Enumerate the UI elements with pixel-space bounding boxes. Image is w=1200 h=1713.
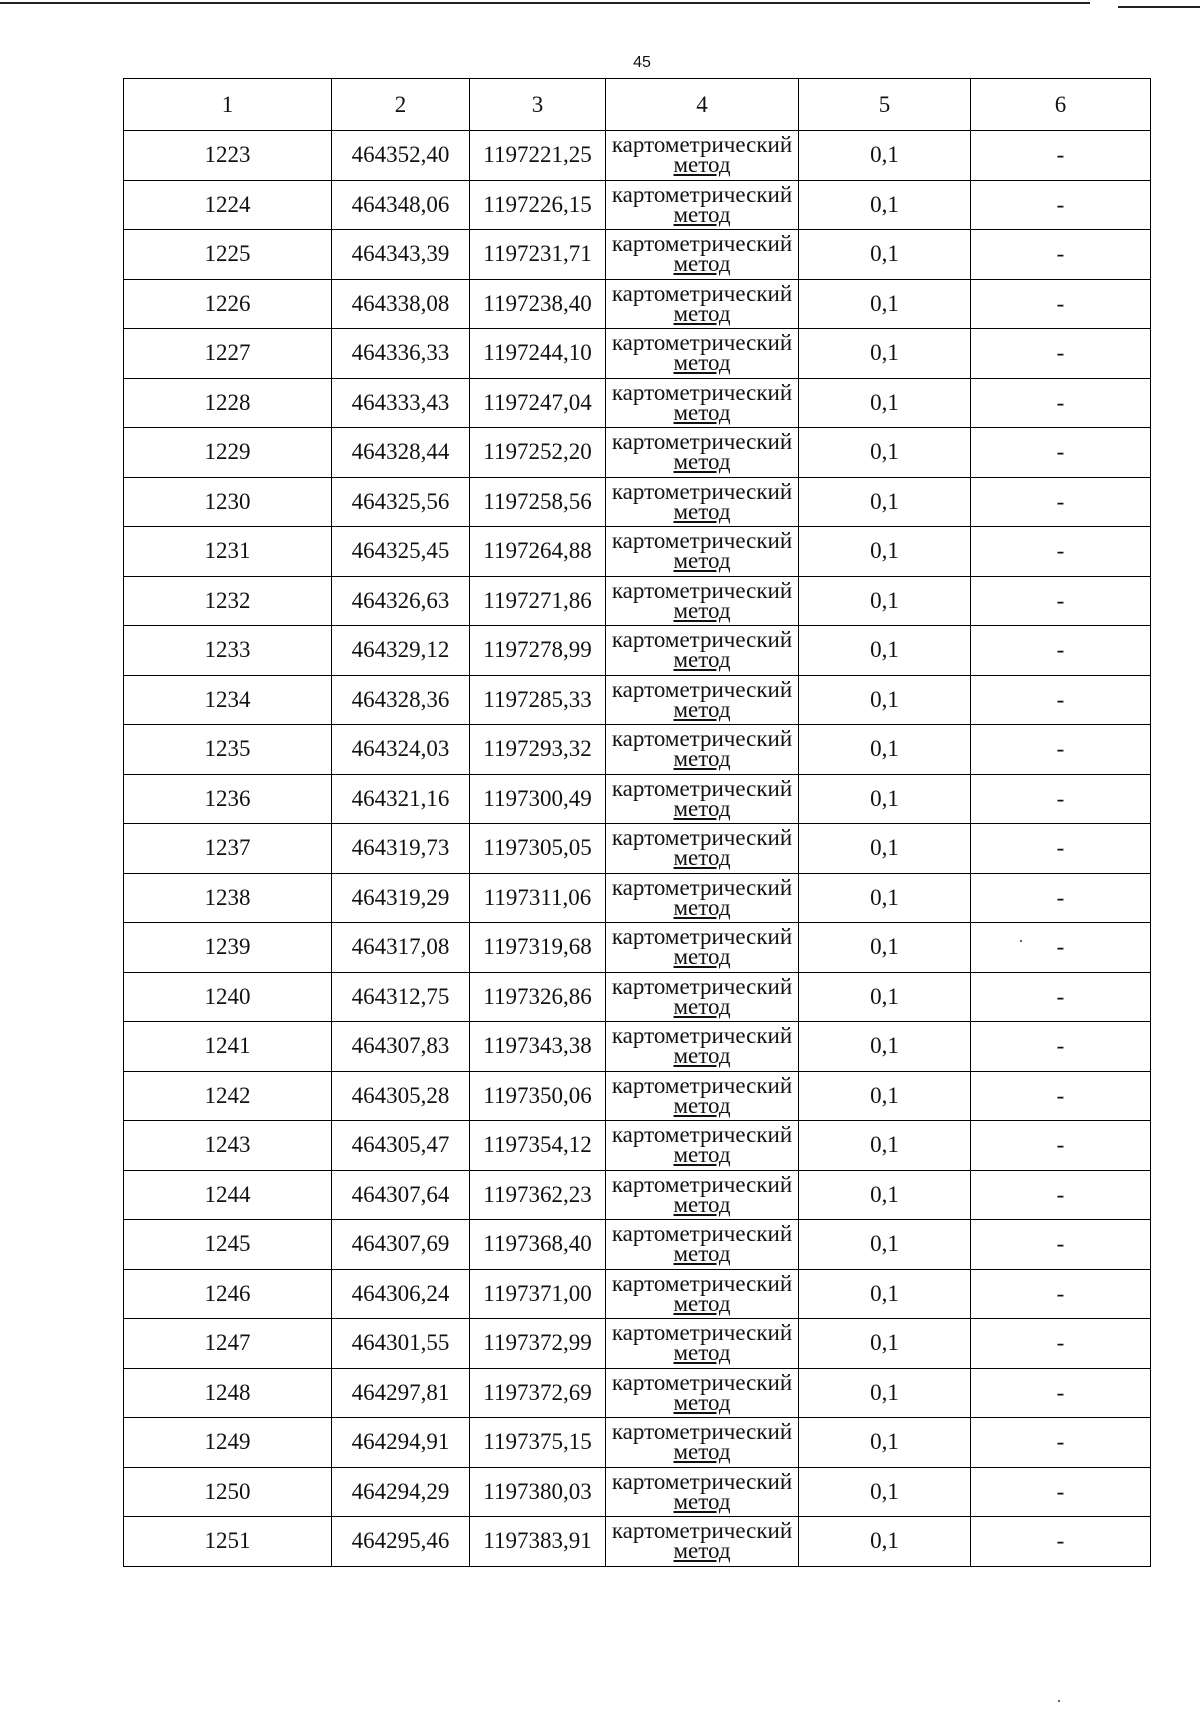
y-coordinate-cell: 1197362,23 [470, 1170, 606, 1220]
y-coordinate-cell: 1197221,25 [470, 131, 606, 181]
precision-cell: 0,1 [799, 279, 971, 329]
x-coordinate-cell: 464324,03 [332, 725, 470, 775]
note-cell: - [971, 873, 1151, 923]
scan-top-line-right [1118, 6, 1200, 8]
precision-cell: 0,1 [799, 1319, 971, 1369]
y-coordinate-cell: 1197371,00 [470, 1269, 606, 1319]
point-number-cell: 1249 [124, 1418, 332, 1468]
note-cell: - [971, 923, 1151, 973]
y-coordinate-cell: 1197247,04 [470, 378, 606, 428]
point-number-cell: 1248 [124, 1368, 332, 1418]
method-cell: картометрический метод [606, 329, 799, 379]
y-coordinate-cell: 1197372,69 [470, 1368, 606, 1418]
point-number-cell: 1236 [124, 774, 332, 824]
point-number-cell: 1240 [124, 972, 332, 1022]
y-coordinate-cell: 1197252,20 [470, 428, 606, 478]
note-cell: - [971, 774, 1151, 824]
precision-cell: 0,1 [799, 972, 971, 1022]
method-cell: картометрический метод [606, 1368, 799, 1418]
point-number-cell: 1235 [124, 725, 332, 775]
header-cell-1: 1 [124, 79, 332, 131]
header-cell-2: 2 [332, 79, 470, 131]
note-cell: - [971, 279, 1151, 329]
note-cell: - [971, 1071, 1151, 1121]
header-cell-3: 3 [470, 79, 606, 131]
method-cell: картометрический метод [606, 527, 799, 577]
precision-cell: 0,1 [799, 1170, 971, 1220]
method-cell: картометрический метод [606, 1121, 799, 1171]
x-coordinate-cell: 464301,55 [332, 1319, 470, 1369]
y-coordinate-cell: 1197326,86 [470, 972, 606, 1022]
x-coordinate-cell: 464338,08 [332, 279, 470, 329]
method-cell: картометрический метод [606, 477, 799, 527]
table-row [124, 1319, 1151, 1369]
x-coordinate-cell: 464294,91 [332, 1418, 470, 1468]
point-number-cell: 1225 [124, 230, 332, 280]
y-coordinate-cell: 1197238,40 [470, 279, 606, 329]
table-row [124, 279, 1151, 329]
y-coordinate-cell: 1197264,88 [470, 527, 606, 577]
point-number-cell: 1250 [124, 1467, 332, 1517]
precision-cell: 0,1 [799, 873, 971, 923]
table-row [124, 873, 1151, 923]
y-coordinate-cell: 1197368,40 [470, 1220, 606, 1270]
point-number-cell: 1245 [124, 1220, 332, 1270]
method-cell: картометрический метод [606, 1467, 799, 1517]
table-row [124, 626, 1151, 676]
method-cell: картометрический метод [606, 1022, 799, 1072]
x-coordinate-cell: 464328,44 [332, 428, 470, 478]
method-cell: картометрический метод [606, 1517, 799, 1567]
table-row [124, 230, 1151, 280]
precision-cell: 0,1 [799, 1418, 971, 1468]
note-cell: - [971, 824, 1151, 874]
point-number-cell: 1224 [124, 180, 332, 230]
point-number-cell: 1244 [124, 1170, 332, 1220]
method-cell: картометрический метод [606, 626, 799, 676]
precision-cell: 0,1 [799, 675, 971, 725]
x-coordinate-cell: 464329,12 [332, 626, 470, 676]
table-row [124, 131, 1151, 181]
precision-cell: 0,1 [799, 1121, 971, 1171]
point-number-cell: 1232 [124, 576, 332, 626]
y-coordinate-cell: 1197383,91 [470, 1517, 606, 1567]
precision-cell: 0,1 [799, 131, 971, 181]
table-row [124, 1220, 1151, 1270]
scan-top-line [0, 2, 1090, 4]
note-cell: - [971, 1319, 1151, 1369]
note-cell: - [971, 1368, 1151, 1418]
point-number-cell: 1230 [124, 477, 332, 527]
note-cell: - [971, 180, 1151, 230]
method-cell: картометрический метод [606, 774, 799, 824]
precision-cell: 0,1 [799, 923, 971, 973]
point-number-cell: 1251 [124, 1517, 332, 1567]
x-coordinate-cell: 464307,83 [332, 1022, 470, 1072]
precision-cell: 0,1 [799, 774, 971, 824]
note-cell: - [971, 626, 1151, 676]
point-number-cell: 1231 [124, 527, 332, 577]
header-row [124, 79, 1151, 131]
y-coordinate-cell: 1197285,33 [470, 675, 606, 725]
point-number-cell: 1227 [124, 329, 332, 379]
precision-cell: 0,1 [799, 1071, 971, 1121]
note-cell: - [971, 1418, 1151, 1468]
y-coordinate-cell: 1197231,71 [470, 230, 606, 280]
note-cell: - [971, 1269, 1151, 1319]
y-coordinate-cell: 1197300,49 [470, 774, 606, 824]
point-number-cell: 1243 [124, 1121, 332, 1171]
table-row [124, 1170, 1151, 1220]
precision-cell: 0,1 [799, 329, 971, 379]
precision-cell: 0,1 [799, 527, 971, 577]
y-coordinate-cell: 1197226,15 [470, 180, 606, 230]
note-cell: - [971, 675, 1151, 725]
x-coordinate-cell: 464348,06 [332, 180, 470, 230]
y-coordinate-cell: 1197380,03 [470, 1467, 606, 1517]
point-number-cell: 1234 [124, 675, 332, 725]
point-number-cell: 1228 [124, 378, 332, 428]
method-cell: картометрический метод [606, 131, 799, 181]
y-coordinate-cell: 1197293,32 [470, 725, 606, 775]
precision-cell: 0,1 [799, 428, 971, 478]
precision-cell: 0,1 [799, 576, 971, 626]
note-cell: - [971, 230, 1151, 280]
table-row [124, 774, 1151, 824]
method-cell: картометрический метод [606, 1269, 799, 1319]
table-row [124, 1467, 1151, 1517]
y-coordinate-cell: 1197375,15 [470, 1418, 606, 1468]
y-coordinate-cell: 1197271,86 [470, 576, 606, 626]
y-coordinate-cell: 1197258,56 [470, 477, 606, 527]
method-cell: картометрический метод [606, 1071, 799, 1121]
x-coordinate-cell: 464319,73 [332, 824, 470, 874]
x-coordinate-cell: 464306,24 [332, 1269, 470, 1319]
x-coordinate-cell: 464305,47 [332, 1121, 470, 1171]
point-number-cell: 1241 [124, 1022, 332, 1072]
note-cell: - [971, 1170, 1151, 1220]
x-coordinate-cell: 464325,45 [332, 527, 470, 577]
x-coordinate-cell: 464317,08 [332, 923, 470, 973]
table-row [124, 527, 1151, 577]
y-coordinate-cell: 1197372,99 [470, 1319, 606, 1369]
method-cell: картометрический метод [606, 180, 799, 230]
point-number-cell: 1239 [124, 923, 332, 973]
precision-cell: 0,1 [799, 626, 971, 676]
precision-cell: 0,1 [799, 1517, 971, 1567]
table-row [124, 477, 1151, 527]
table-row [124, 576, 1151, 626]
point-number-cell: 1246 [124, 1269, 332, 1319]
method-cell: картометрический метод [606, 725, 799, 775]
precision-cell: 0,1 [799, 1467, 971, 1517]
point-number-cell: 1237 [124, 824, 332, 874]
table-row [124, 1368, 1151, 1418]
method-cell: картометрический метод [606, 824, 799, 874]
table-row [124, 1517, 1151, 1567]
x-coordinate-cell: 464297,81 [332, 1368, 470, 1418]
method-cell: картометрический метод [606, 873, 799, 923]
precision-cell: 0,1 [799, 1220, 971, 1270]
table-row [124, 180, 1151, 230]
y-coordinate-cell: 1197244,10 [470, 329, 606, 379]
table-row [124, 1071, 1151, 1121]
y-coordinate-cell: 1197354,12 [470, 1121, 606, 1171]
x-coordinate-cell: 464352,40 [332, 131, 470, 181]
page-number: 45 [633, 54, 651, 71]
note-cell: - [971, 1220, 1151, 1270]
table-row [124, 428, 1151, 478]
x-coordinate-cell: 464326,63 [332, 576, 470, 626]
method-cell: картометрический метод [606, 923, 799, 973]
table-row [124, 1418, 1151, 1468]
method-cell: картометрический метод [606, 230, 799, 280]
note-cell: - [971, 477, 1151, 527]
method-cell: картометрический метод [606, 279, 799, 329]
y-coordinate-cell: 1197343,38 [470, 1022, 606, 1072]
method-cell: картометрический метод [606, 1319, 799, 1369]
x-coordinate-cell: 464319,29 [332, 873, 470, 923]
table-row [124, 1121, 1151, 1171]
method-cell: картометрический метод [606, 576, 799, 626]
note-cell: - [971, 131, 1151, 181]
x-coordinate-cell: 464325,56 [332, 477, 470, 527]
note-cell: - [971, 527, 1151, 577]
note-cell: - [971, 1467, 1151, 1517]
point-number-cell: 1223 [124, 131, 332, 181]
y-coordinate-cell: 1197319,68 [470, 923, 606, 973]
scan-speck [1058, 1700, 1060, 1702]
x-coordinate-cell: 464305,28 [332, 1071, 470, 1121]
note-cell: - [971, 378, 1151, 428]
x-coordinate-cell: 464312,75 [332, 972, 470, 1022]
precision-cell: 0,1 [799, 230, 971, 280]
point-number-cell: 1226 [124, 279, 332, 329]
precision-cell: 0,1 [799, 824, 971, 874]
coordinates-table [123, 78, 1151, 1567]
precision-cell: 0,1 [799, 477, 971, 527]
table-row [124, 1269, 1151, 1319]
x-coordinate-cell: 464336,33 [332, 329, 470, 379]
method-cell: картометрический метод [606, 1220, 799, 1270]
table-row [124, 329, 1151, 379]
point-number-cell: 1247 [124, 1319, 332, 1369]
method-cell: картометрический метод [606, 378, 799, 428]
method-cell: картометрический метод [606, 675, 799, 725]
x-coordinate-cell: 464343,39 [332, 230, 470, 280]
x-coordinate-cell: 464295,46 [332, 1517, 470, 1567]
y-coordinate-cell: 1197350,06 [470, 1071, 606, 1121]
y-coordinate-cell: 1197305,05 [470, 824, 606, 874]
precision-cell: 0,1 [799, 378, 971, 428]
method-cell: картометрический метод [606, 1170, 799, 1220]
note-cell: - [971, 725, 1151, 775]
point-number-cell: 1233 [124, 626, 332, 676]
y-coordinate-cell: 1197278,99 [470, 626, 606, 676]
point-number-cell: 1242 [124, 1071, 332, 1121]
point-number-cell: 1229 [124, 428, 332, 478]
note-cell: - [971, 1121, 1151, 1171]
table-row [124, 972, 1151, 1022]
method-cell: картометрический метод [606, 972, 799, 1022]
note-cell: - [971, 1517, 1151, 1567]
note-cell: - [971, 428, 1151, 478]
method-cell: картометрический метод [606, 428, 799, 478]
table-row [124, 923, 1151, 973]
precision-cell: 0,1 [799, 725, 971, 775]
header-cell-4: 4 [606, 79, 799, 131]
table-body [124, 131, 1151, 1567]
header-cell-6: 6 [971, 79, 1151, 131]
x-coordinate-cell: 464321,16 [332, 774, 470, 824]
precision-cell: 0,1 [799, 1022, 971, 1072]
method-cell: картометрический метод [606, 1418, 799, 1468]
table-row [124, 1022, 1151, 1072]
table-row [124, 675, 1151, 725]
precision-cell: 0,1 [799, 1269, 971, 1319]
x-coordinate-cell: 464333,43 [332, 378, 470, 428]
note-cell: - [971, 329, 1151, 379]
y-coordinate-cell: 1197311,06 [470, 873, 606, 923]
x-coordinate-cell: 464328,36 [332, 675, 470, 725]
note-cell: - [971, 1022, 1151, 1072]
precision-cell: 0,1 [799, 180, 971, 230]
note-cell: - [971, 576, 1151, 626]
header-cell-5: 5 [799, 79, 971, 131]
point-number-cell: 1238 [124, 873, 332, 923]
table-row [124, 378, 1151, 428]
x-coordinate-cell: 464307,69 [332, 1220, 470, 1270]
x-coordinate-cell: 464307,64 [332, 1170, 470, 1220]
table-row [124, 824, 1151, 874]
precision-cell: 0,1 [799, 1368, 971, 1418]
x-coordinate-cell: 464294,29 [332, 1467, 470, 1517]
table-row [124, 725, 1151, 775]
note-cell: - [971, 972, 1151, 1022]
